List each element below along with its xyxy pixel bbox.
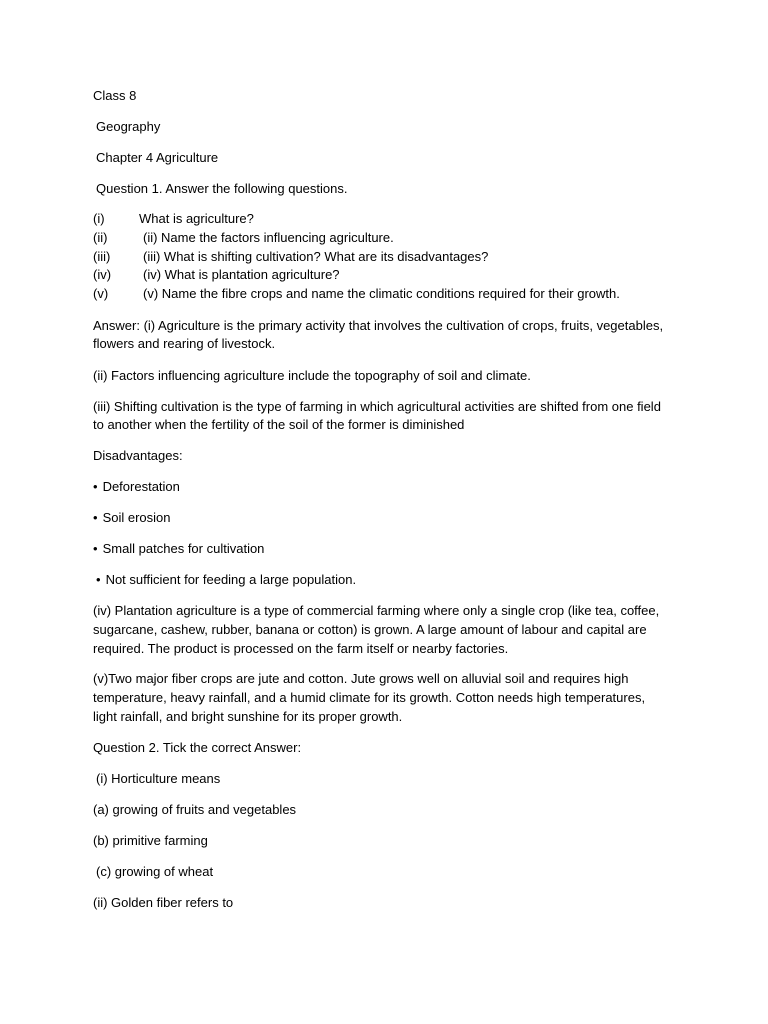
list-item-number: (i) [93,211,105,226]
list-item-text: (iii) What is shifting cultivation? What are its disadvantages? [143,249,489,264]
bullet-text: Soil erosion [102,510,171,525]
option-a: (a) growing of fruits and vegetables [93,802,297,817]
bullet-item [96,570,356,589]
subject-heading: Geography [96,119,161,134]
bullet-text: Not sufficient for feeding a large population. [105,572,357,587]
chapter-heading: Chapter 4 Agriculture [96,150,219,165]
bullet-icon: • [93,479,98,494]
answer-5-line-2: temperature, heavy rainfall, and a humid climate for its growth. Cotton needs high temperatures, [93,690,646,705]
bullet-icon: • [93,510,98,525]
bullet-item [93,508,171,527]
question2-item-2: (ii) Golden fiber refers to [93,895,234,910]
answer-4-line-3: required. The product is processed on the farm itself or nearby factories. [93,641,509,656]
answer-1-line-1: Answer: (i) Agriculture is the primary activity that involves the cultivation of crops, fruits, vegetables, [93,318,664,333]
answer-4-line-2: sugarcane, cashew, rubber, banana or cotton) is grown. A large amount of labour and capital are [93,622,647,637]
list-item-number: (ii) [93,230,108,245]
question2-title: Question 2. Tick the correct Answer: [93,740,302,755]
list-item-text: What is agriculture? [139,211,254,226]
bullet-item [93,477,180,496]
question2-item-1: (i) Horticulture means [96,771,221,786]
list-item-number: (iii) [93,249,111,264]
answer-2: (ii) Factors influencing agriculture include the topography of soil and climate. [93,368,531,383]
bullet-text: Small patches for cultivation [102,541,265,556]
answer-4-line-1: (iv) Plantation agriculture is a type of commercial farming where only a single crop (like tea, coffee, [93,603,660,618]
question1-title: Question 1. Answer the following questions. [96,181,348,196]
disadvantages-label: Disadvantages: [93,448,183,463]
answer-3-line-2: to another when the fertility of the soil of the former is diminished [93,417,465,432]
answer-3-line-1: (iii) Shifting cultivation is the type of farming in which agricultural activities are shifted from one field [93,399,661,414]
list-item-text: (v) Name the fibre crops and name the climatic conditions required for their growth. [143,286,620,301]
list-item-text: (ii) Name the factors influencing agriculture. [143,230,394,245]
answer-5-line-3: light rainfall, and bright sunshine for its proper growth. [93,709,403,724]
bullet-item [93,539,264,558]
class-label: Class 8 [93,88,137,103]
option-b: (b) primitive farming [93,833,208,848]
bullet-icon: • [93,541,98,556]
answer-1-line-2: flowers and rearing of livestock. [93,336,276,351]
list-item-number: (v) [93,286,109,301]
list-item-number: (iv) [93,267,112,282]
answer-5-line-1: (v)Two major fiber crops are jute and cotton. Jute grows well on alluvial soil and requires high [93,671,629,686]
bullet-icon: • [96,572,101,587]
list-item-text: (iv) What is plantation agriculture? [143,267,340,282]
option-c: (c) growing of wheat [96,864,214,879]
bullet-text: Deforestation [102,479,180,494]
